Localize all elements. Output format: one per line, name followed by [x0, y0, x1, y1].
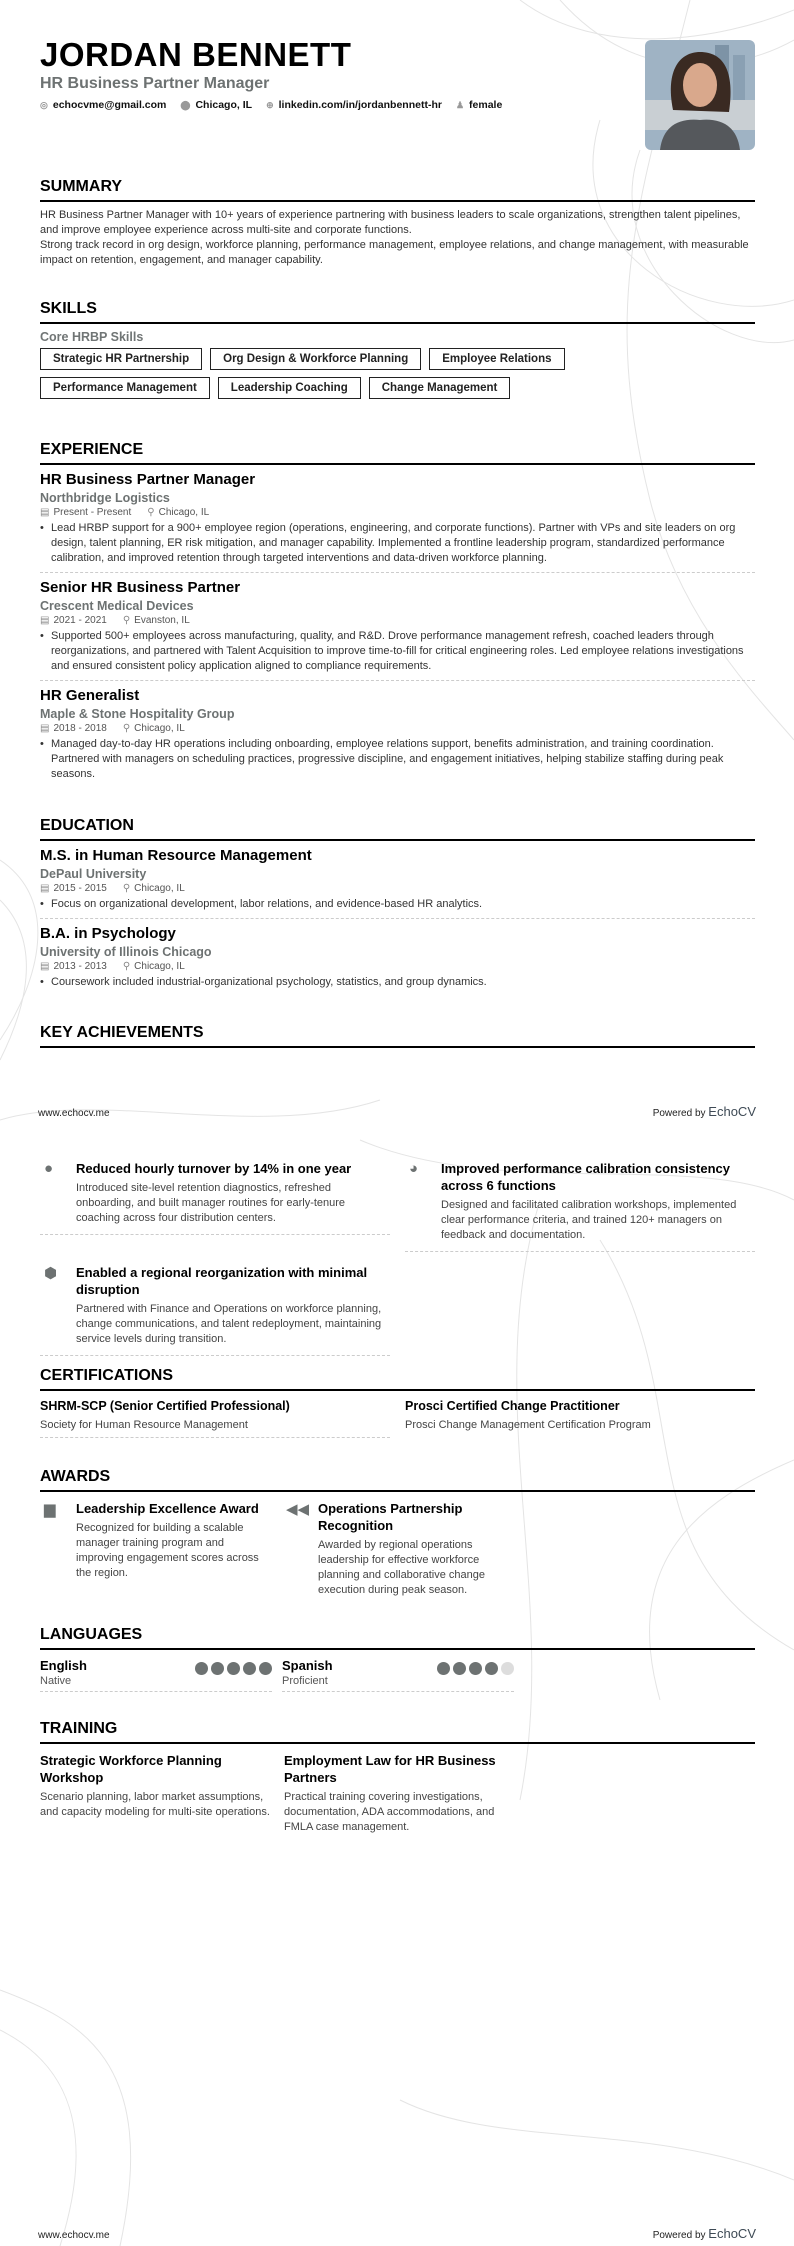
entry-dates: 2013 - 2013 [53, 961, 107, 972]
training-item: Strategic Workforce Planning Workshop Scenario planning, labor market assumptions, and capacity modeling for multi-site operations. [40, 1753, 270, 1818]
entry-location: Chicago, IL [134, 723, 185, 734]
location-pin-icon: ⚲ [122, 961, 131, 972]
location-pin-icon: ⬤ [180, 100, 191, 110]
entry-organization: University of Illinois Chicago [40, 945, 212, 959]
entry-organization: DePaul University [40, 867, 147, 881]
rating-dot [437, 1662, 450, 1675]
training-item: Employment Law for HR Business Partners Practical training covering investigations, documentation, ADA accommodations, and FMLA case management. [284, 1753, 496, 1833]
section-heading: EDUCATION [40, 817, 755, 841]
skill-chip: Employee Relations [429, 348, 564, 370]
entry-organization: Maple & Stone Hospitality Group [40, 707, 235, 721]
calendar-icon: ▤ [40, 507, 50, 518]
footer-site-link[interactable]: www.echocv.me [38, 2230, 110, 2241]
achievement-item: ◕ Improved performance calibration consistency across 6 functions Designed and facilitated calibration workshops, implemented clear performance criteria, and trained 120+ managers on feedback and documentation. [405, 1160, 755, 1252]
section-heading: SUMMARY [40, 178, 755, 202]
summary-section [40, 178, 755, 268]
education-section [40, 817, 755, 1002]
footer-powered: Powered by EchoCV [652, 1104, 756, 1119]
award-item: ▆ Leadership Excellence Award Recognized for building a scalable manager training program and improving engagement scores across the region. [40, 1500, 270, 1589]
entry-location: Chicago, IL [158, 507, 210, 518]
bullet-icon: • [40, 976, 44, 988]
skill-chip: Change Management [369, 377, 511, 399]
entry-organization: Crescent Medical Devices [40, 599, 194, 613]
pie-chart-icon: ◕ [409, 1160, 419, 1177]
rating-dot [195, 1662, 208, 1675]
calendar-icon: ▤ [40, 723, 50, 734]
entry-dates: 2018 - 2018 [53, 723, 107, 734]
experience-section [40, 441, 755, 794]
rating-dot [243, 1662, 256, 1675]
certification-item: SHRM-SCP (Senior Certified Professional) Society for Human Resource Management [40, 1399, 390, 1438]
rating-dot [227, 1662, 240, 1675]
brand-logo: EchoCV [708, 2226, 756, 2241]
rating-dot [259, 1662, 272, 1675]
entry-item [40, 471, 755, 573]
footer-site-link[interactable]: www.echocv.me [38, 1108, 110, 1119]
training-section [40, 1720, 755, 1835]
entry-bullet: Managed day-to-day HR operations including onboarding, employee relations support, benefits administration, and training coordination. Partnered with managers on scheduling practices, progressive discipline, and engagement initiatives, helping stabilize staffing during peak seasons. [51, 738, 724, 780]
contact-linkedin[interactable]: ⊕ linkedin.com/in/jordanbennett-hr [266, 99, 442, 111]
calendar-icon: ▤ [40, 615, 50, 626]
cube-icon: ⬢ [44, 1265, 58, 1282]
globe-icon: ⊕ [266, 100, 274, 110]
skills-section [40, 300, 755, 399]
entry-location: Chicago, IL [134, 883, 185, 894]
certifications-section [40, 1367, 755, 1438]
skill-chip: Strategic HR Partnership [40, 348, 202, 370]
skill-chip: Performance Management [40, 377, 210, 399]
certification-item: Prosci Certified Change Practitioner Prosci Change Management Certification Program [405, 1399, 651, 1431]
language-rating [437, 1662, 514, 1687]
entry-bullet: Coursework included industrial-organizational psychology, statistics, and group dynamics. [51, 976, 487, 988]
entry-bullet: Supported 500+ employees across manufacturing, quality, and R&D. Drove performance management refresh, coached leaders through reorganizations, and partnered with Talent Acquisition to improve time-to-fill for critical engineering roles. Led employee relations investigations and ensured consistent policy application aligned to compliance requirements. [51, 630, 744, 672]
entry-location: Chicago, IL [134, 961, 185, 972]
section-heading: AWARDS [40, 1468, 755, 1492]
person-icon: ♟ [455, 100, 465, 110]
location-pin-icon: ⚲ [122, 615, 131, 626]
candidate-title: HR Business Partner Manager [40, 75, 270, 92]
rating-dot [469, 1662, 482, 1675]
bullet-icon: • [40, 630, 44, 642]
achievement-item: ⬢ Enabled a regional reorganization with minimal disruption Partnered with Finance and Operations on workforce planning, change communications, and talent redeployment, maintaining service levels during transition. [40, 1264, 390, 1356]
rating-dot [211, 1662, 224, 1675]
section-heading: TRAINING [40, 1720, 755, 1744]
entry-organization: Northbridge Logistics [40, 491, 170, 505]
contact-location: ⬤ Chicago, IL [180, 99, 253, 111]
entry-title: HR Generalist [40, 687, 140, 704]
location-pin-icon: ⚲ [147, 507, 155, 518]
entry-title: B.A. in Psychology [40, 925, 176, 942]
rewind-icon: ◀◀ [286, 1501, 310, 1518]
section-heading: KEY ACHIEVEMENTS [40, 1024, 755, 1048]
awards-section [40, 1468, 755, 1618]
achievement-item: ● Reduced hourly turnover by 14% in one year Introduced site-level retention diagnostics, refreshed onboarding, and built manager routines for early-tenure coaching across four distribution centers. [40, 1160, 390, 1235]
languages-section [40, 1626, 755, 1692]
calendar-icon: ▤ [40, 961, 50, 972]
entry-location: Evanston, IL [134, 615, 190, 626]
calendar-icon: ▤ [40, 883, 50, 894]
section-heading: LANGUAGES [40, 1626, 755, 1650]
location-pin-icon: ⚲ [122, 883, 131, 894]
section-heading: SKILLS [40, 300, 755, 324]
entry-item [40, 687, 755, 788]
entry-bullet: Focus on organizational development, labor relations, and evidence-based HR analytics. [51, 898, 483, 910]
entry-title: Senior HR Business Partner [40, 579, 241, 596]
section-heading: CERTIFICATIONS [40, 1367, 755, 1391]
skill-group-title: Core HRBP Skills [40, 330, 144, 344]
entry-dates: 2021 - 2021 [53, 615, 107, 626]
skill-chip: Leadership Coaching [218, 377, 361, 399]
bullet-icon: • [40, 898, 44, 910]
achievements-heading-block [40, 1024, 755, 1054]
entry-dates: 2015 - 2015 [53, 883, 107, 894]
profile-photo [645, 40, 755, 150]
entry-item [40, 847, 755, 919]
rating-dot [501, 1662, 514, 1675]
contact-gender: ♟ female [455, 99, 503, 111]
language-item: Spanish Proficient [282, 1658, 514, 1692]
section-heading: EXPERIENCE [40, 441, 755, 465]
bullet-icon: • [40, 522, 44, 534]
page-footer [38, 2226, 756, 2241]
contact-email[interactable]: ◎ echocvme@gmail.com [40, 99, 167, 111]
summary-paragraph: HR Business Partner Manager with 10+ years of experience partnering with business leaders to scale organizations, strengthen talent pipelines, and improve employee experience across multi-site and corporate functions. [40, 209, 741, 236]
footer-powered: Powered by EchoCV [652, 2226, 756, 2241]
rating-dot [453, 1662, 466, 1675]
entry-bullet: Lead HRBP support for a 900+ employee region (operations, engineering, and corporate functions). Partner with VPs and site leaders on org design, talent planning, ER risk mitigation, and manager capability. Implemented a frontline leadership program, standardized performance calibration, and improved retention through targeted interventions and data-driven workforce planning. [51, 522, 736, 564]
rating-dot [485, 1662, 498, 1675]
at-icon: ◎ [40, 100, 48, 110]
entry-item [40, 925, 755, 996]
language-rating [195, 1662, 272, 1687]
candidate-name: JORDAN BENNETT [40, 36, 352, 73]
entry-title: M.S. in Human Resource Management [40, 847, 312, 864]
location-pin-icon: ⚲ [122, 723, 131, 734]
entry-title: HR Business Partner Manager [40, 471, 256, 488]
entry-item [40, 579, 755, 681]
summary-paragraph: Strong track record in org design, workforce planning, performance management, employee relations, and change management, with measurable impact on retention, engagement, and manager capability. [40, 239, 749, 266]
language-item: English Native [40, 1658, 272, 1692]
entry-dates: Present - Present [53, 507, 132, 518]
award-item: ◀◀ Operations Partnership Recognition Awarded by regional operations leadership for effective workforce planning and collaborative change execution during peak season. [282, 1500, 522, 1606]
bullet-icon: • [40, 738, 44, 750]
achievements-list [40, 1160, 755, 1368]
brand-logo: EchoCV [708, 1104, 756, 1119]
speech-bubble-icon: ● [44, 1160, 54, 1177]
page-footer [38, 1104, 756, 1119]
skill-chip: Org Design & Workforce Planning [210, 348, 421, 370]
archive-icon: ▆ [44, 1501, 56, 1518]
